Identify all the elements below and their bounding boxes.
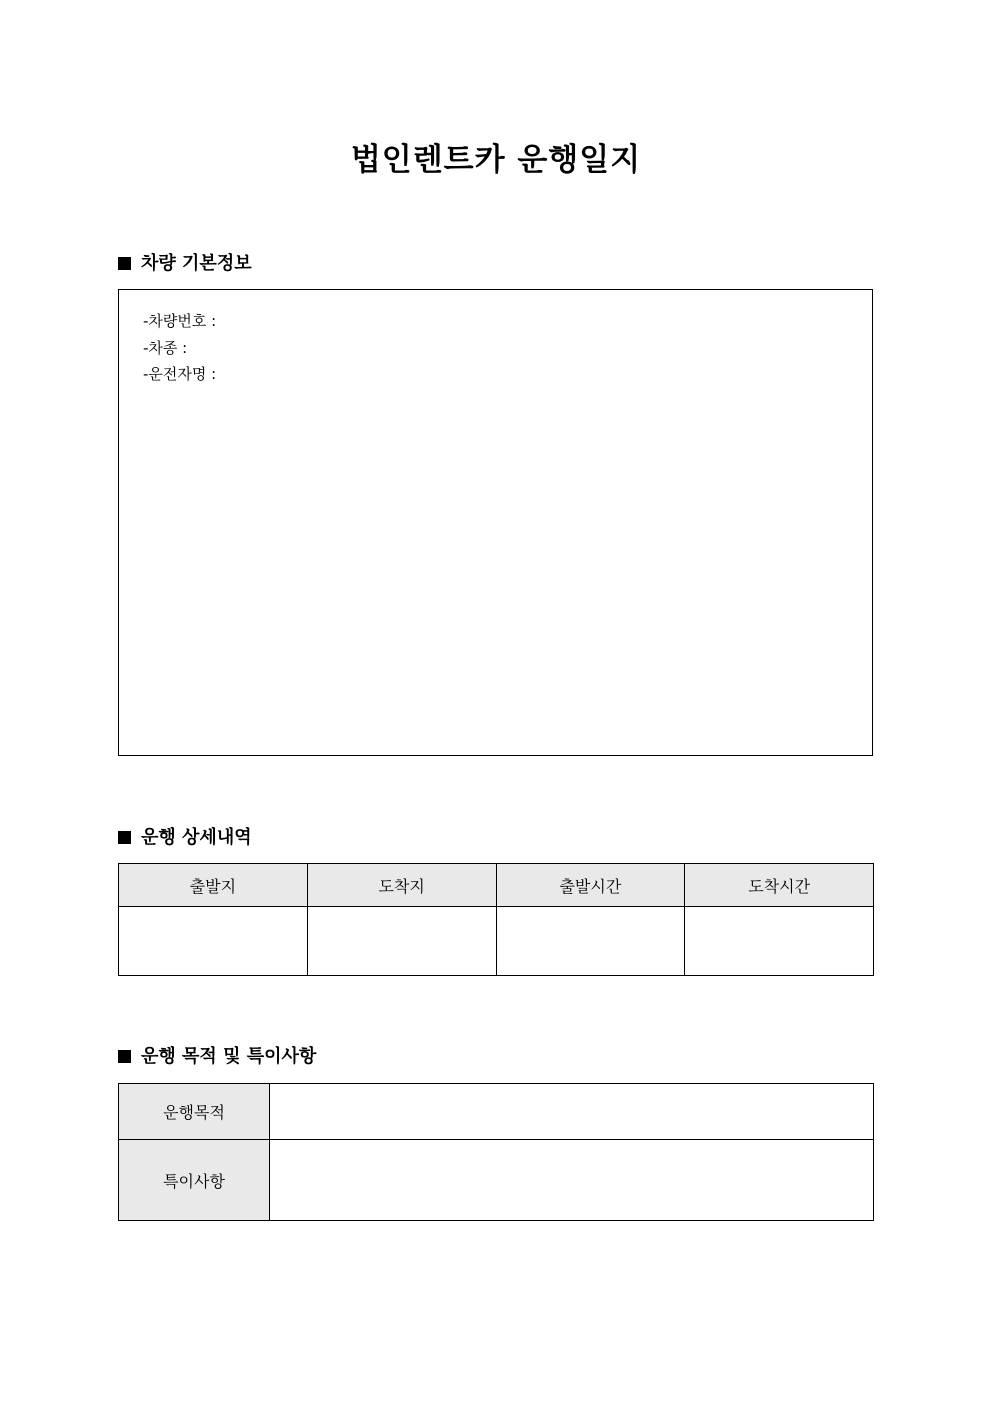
column-header-arrival-time: 도착시간	[685, 864, 874, 907]
table-row	[119, 1084, 874, 1140]
vehicle-model-line[interactable]: -차종 :	[143, 338, 188, 357]
operation-details-table	[118, 863, 874, 976]
departure-cell[interactable]	[119, 907, 308, 976]
purpose-label: 운행목적	[119, 1084, 270, 1140]
arrival-time-cell[interactable]	[685, 907, 874, 976]
table-row	[119, 907, 874, 976]
section-heading-basic-info	[118, 251, 252, 277]
section-heading-operation-details	[118, 825, 252, 851]
purpose-value-cell[interactable]	[270, 1084, 874, 1140]
document-title: 법인렌트카 운행일지	[350, 142, 642, 178]
driver-name-line[interactable]: -운전자명 :	[143, 365, 217, 383]
column-header-departure-time: 출발시간	[496, 864, 685, 907]
notes-label: 특이사항	[119, 1140, 270, 1221]
column-header-departure: 출발지	[119, 864, 308, 907]
square-bullet-icon	[118, 831, 131, 844]
section-heading-label: 운행 목적 및 특이사항	[141, 1046, 317, 1067]
table-row	[119, 1140, 874, 1221]
section-heading-label: 차량 기본정보	[141, 253, 252, 274]
purpose-notes-table	[118, 1083, 874, 1221]
section-heading-purpose-notes	[118, 1044, 316, 1070]
basic-info-lines	[143, 308, 216, 388]
table-header-row	[119, 864, 874, 907]
square-bullet-icon	[118, 257, 131, 270]
column-header-arrival: 도착지	[307, 864, 496, 907]
basic-info-box	[118, 289, 873, 756]
square-bullet-icon	[118, 1050, 131, 1063]
section-heading-label: 운행 상세내역	[141, 827, 252, 848]
vehicle-number-line[interactable]: -차량번호 :	[143, 312, 217, 330]
arrival-cell[interactable]	[307, 907, 496, 976]
notes-value-cell[interactable]	[270, 1140, 874, 1221]
departure-time-cell[interactable]	[496, 907, 685, 976]
